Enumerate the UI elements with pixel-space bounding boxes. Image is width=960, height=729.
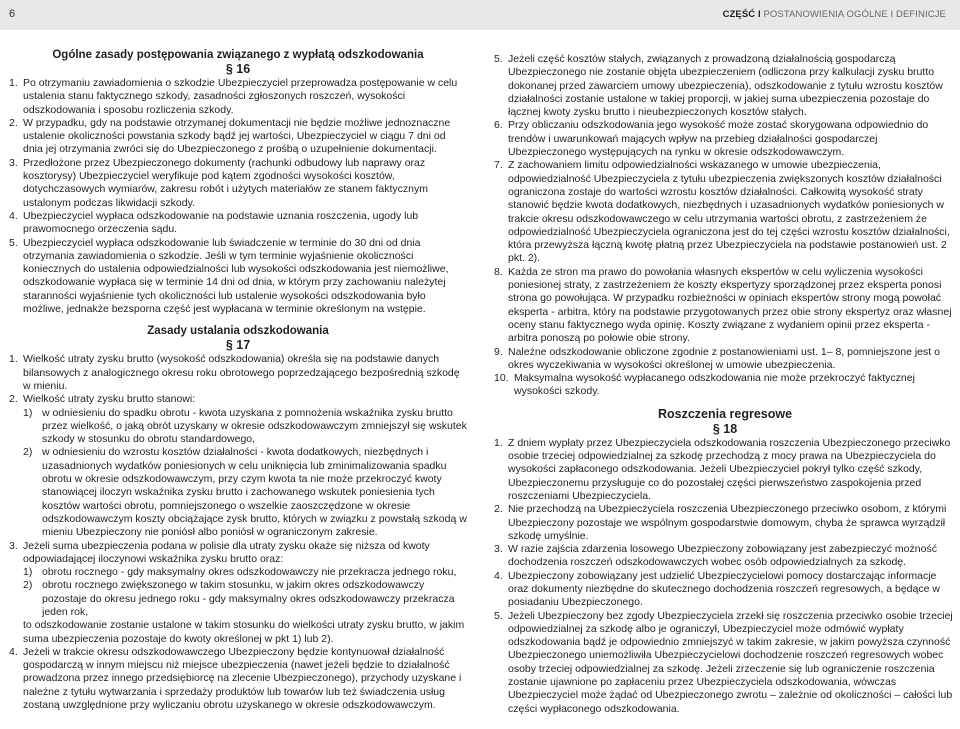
left-column xyxy=(9,48,467,712)
list-item: 2. W przypadku, gdy na podstawie otrzymanej dokumentacji nie będzie możliwe jednoznaczne ustalenie okoliczności powstania szkody bądź jej wartości, Ubezpieczyciel w ciągu 7 dni od dnia jej otrzymania zwróci się do Ubezpieczonego z prośbą o uzupełnienie dokumentacji. xyxy=(9,116,451,156)
part-label: CZĘŚĆ I xyxy=(722,9,761,20)
list-item: 1. Po otrzymaniu zawiadomienia o szkodzie Ubezpieczyciel przeprowadza postępowanie w celu ustalenia stanu faktycznego szkody, zasadności zgłoszonych roszczeń, wysokości odszkodowania i sposobu rozliczenia szkody. xyxy=(9,77,458,116)
list-item: 7. Z zachowaniem limitu odpowiedzialności wskazanego w umowie ubezpieczenia, odpowiedzialność Ubezpieczyciela z tytułu ubezpieczenia zwiększonych kosztów działalności ograniczona zostaje do wartości wzrostu kosztów działalności. Całkowitą wysokość straty stanowić będzie kwota dodatkowych, niezbędnych i uzasadnionych wydatków poniesionych w trakcie okresu odszkodowawczego w celu utrzymania wartości obrotu, z zastrzeżeniem że odpowiedzialność Ubezpieczyciela ograniczona jest do tej części wzrostu kosztów działalności, która przewyższa łączną kwotę płatną przez Ubezpieczyciela na podstawie postanowień ust. 2 pkt. 2). xyxy=(494,159,950,265)
sub-item: 1) obrotu rocznego - gdy maksymalny okres odszkodowawczy nie przekracza jednego roku, xyxy=(23,566,457,579)
s16-list xyxy=(9,77,467,316)
right-column xyxy=(494,53,956,716)
list-item: 5. Jeżeli Ubezpieczony bez zgody Ubezpieczyciela zrzekł się roszczenia przeciwko osobie trzeciej odpowiedzialnej za szkodę albo je ograniczył, Ubezpieczyciel może odmówić wypłaty odszkodowania bądź je odpowiednio zmniejszyć w takim zakresie, w jakim powyższa czynność Ubezpieczonego uniemożliwiła Ubezpieczycielowi dochodzenie roszczeń regresowych wobec osoby trzeciej odpowiedzialnej za szkodę. Jeżeli zrzeczenie się lub ograniczenie roszczenia zostanie ujawnione po zapłaceniu przez Ubezpieczyciela odszkodowania, wówczas Ubezpieczyciel może żądać od Ubezpieczonego zwrotu – zależnie od okoliczności – całości lub części wypłaconego odszkodowania. xyxy=(494,609,953,715)
sub-item: 1) w odniesieniu do spadku obrotu - kwota uzyskana z pomnożenia wskaźnika zysku brutto przez wielkość, o jaką obrót uzyskany w okresie odszkodowawczym zmniejszył się wskutek szkody w stosunku do obrotu standardowego, xyxy=(23,406,467,446)
part-title: POSTANOWIENIA OGÓLNE I DEFINICJE xyxy=(763,9,946,20)
paragraph-heading: § 17 xyxy=(225,338,251,353)
section-title: Roszczenia regresowe xyxy=(657,406,793,421)
list-item: 3. Jeżeli suma ubezpieczenia podana w polisie dla utraty zysku okaże się niższa od kwoty odpowiadającej iloczynowi wskaźnika zysku brutto oraz: xyxy=(9,539,430,565)
page-number: 6 xyxy=(9,8,16,20)
list-item: 8. Każda ze stron ma prawo do powołania własnych ekspertów w celu wyliczenia wysokości poniesionej straty, z zastrzeżeniem że koszty ekspertyzy sporządzonej przez eksperta ponosi strona go powołująca. W przypadku rozbieżności w opiniach ekspertów strony mogą powołać eksperta - arbitra, który na podstawie przygotowanych przez obie strony ekspertyz oraz własnej oceny stanu faktycznego wyda opinię. Koszty związane z wydaniem opinii przez eksperta - arbitra ponoszą po połowie obie strony. xyxy=(494,265,952,345)
paragraph-heading: § 18 xyxy=(712,421,738,436)
list-item: 2. Nie przechodzą na Ubezpieczyciela roszczenia Ubezpieczonego przeciwko osobom, z którymi Ubezpieczony pozostaje we wspólnym gospodarstwie domowym, chyba że sprawca wyrządził szkodę umyślnie. xyxy=(494,503,947,542)
list-item: 6. Przy obliczaniu odszkodowania jego wysokość może zostać skorygowana odpowiednio do trendów i uwarunkowań mających wpływ na przebieg działalności gospodarczej Ubezpieczonego występujących na rynku w okresie odszkodowawczym. xyxy=(494,119,929,159)
section-title: Zasady ustalania odszkodowania xyxy=(147,325,329,338)
paragraph-heading: § 16 xyxy=(225,62,251,76)
continuation-text: to odszkodowanie zostanie ustalone w takim stosunku do wielkości utraty zysku brutto, w jakim suma ubezpieczenia pozostaje do kwoty określonej w pkt 1) lub 2). xyxy=(23,619,465,645)
list-item: 5. Jeżeli część kosztów stałych, związanych z prowadzoną działalnością gospodarczą Ubezpieczonego nie zostanie objęta ubezpieczeniem (odliczona przy kalkulacji zysku brutto dokonanej przed zawarciem umowy ubezpieczenia), odszkodowanie z tytułu wzrostu kosztów działalności zostanie ustalone w takiej proporcji, w jakiej suma ubezpieczenia pozostaje do łącznej kwoty zysku brutto i nieubezpieczonych kosztów stałych. xyxy=(494,53,943,119)
list-item: 1. Wielkość utraty zysku brutto (wysokość odszkodowania) określa się na podstawie danych bilansowych z analogicznego okresu roku obrotowego poprzedzającego bezpośrednią szkodę w mieniu. xyxy=(9,353,460,392)
sub-item: 2) w odniesieniu do wzrostu kosztów działalności - kwota dodatkowych, niezbędnych i uzasadnionych wydatków poniesionych w celu uniknięcia lub zminimalizowania spadku obrotu w okresie odszkodowawczym, przy czym kwota ta nie może przekroczyć kwoty stanowiącej iloczyn wskaźnika zysku brutto i zachowanego wskutek poniesienia tych kosztów wartości obrotu, pomniejszonego o wszelkie zaoszczędzone w okresie odszkodowawczym koszty obciążające zysk brutto, których w związku z powstałą szkodą w mieniu Ubezpieczony nie poniósł albo poniósł w ograniczonym zakresie. xyxy=(23,446,467,539)
sub-item: 2) obrotu rocznego zwiększonego w takim stosunku, w jakim okres odszkodowawczy pozostaje do okresu jednego roku - gdy maksymalny okres odszkodowawczy przekracza jeden rok, xyxy=(23,579,455,618)
list-item: 5. Ubezpieczyciel wypłaca odszkodowanie lub świadczenie w terminie do 30 dni od dnia otrzymania zawiadomienia o szkodzie. Jeśli w tym terminie wyjaśnienie okoliczności koniecznych do ustalenia odpowiedzialności lub wysokości odszkodowania jest niemożliwe, odszkodowanie wypłaca się w terminie 14 dni od dnia, w którym przy zachowaniu należytej staranności wyjaśnienie tych okoliczności lub ustalenie wysokości odszkodowania było możliwe, jednakże bezsporna część jest wypłacana w terminie określonym na wstępie. xyxy=(9,236,449,316)
list-item: 1. Z dniem wypłaty przez Ubezpieczyciela odszkodowania roszczenia Ubezpieczonego przeciwko osobie trzeciej odpowiedzialnej za szkodę przechodzą z mocy prawa na Ubezpieczyciela do wysokości zapłaconego odszkodowania. Jeżeli Ubezpieczyciel pokrył tylko część szkody, Ubezpieczonemu przysługuje co do pozostałej części pierwszeństwo zaspokojenia przed roszczeniami Ubezpieczyciela. xyxy=(494,436,951,502)
list-item: 10. Maksymalna wysokość wypłacanego odszkodowania nie może przekroczyć faktycznej wysokości szkody. xyxy=(494,372,915,398)
section-title: Ogólne zasady postępowania związanego z wypłatą odszkodowania xyxy=(52,49,424,61)
list-item: 2. Wielkość utraty zysku brutto stanowi: xyxy=(9,393,196,406)
list-item: 3. W razie zajścia zdarzenia losowego Ubezpieczony zobowiązany jest zabezpieczyć możność dochodzenia roszczeń odszkodowawczych wobec osób odpowiedzialnych za szkodę. xyxy=(494,543,937,569)
list-item: 4. Ubezpieczony zobowiązany jest udzielić Ubezpieczycielowi pomocy dostarczając informacje oraz dokumenty niezbędne do skutecznego dochodzenia roszczeń regresowych, a będące w posiadaniu Ubezpieczonego. xyxy=(494,569,940,609)
list-item: 4. Ubezpieczyciel wypłaca odszkodowanie na podstawie uznania roszczenia, ugody lub prawomocnego orzeczenia sądu. xyxy=(9,209,419,236)
page-header xyxy=(0,0,960,30)
running-header xyxy=(723,9,946,20)
list-item: 9. Należne odszkodowanie obliczone zgodnie z postanowieniami ust. 1– 8, pomniejszone jest o okres wyczekiwania w wysokości określonej w umowie ubezpieczenia. xyxy=(494,345,940,371)
list-item: 4. Jeżeli w trakcie okresu odszkodowawczego Ubezpieczony będzie kontynuował działalność gospodarczą w innym miejscu niż miejsce ubezpieczenia (nawet jeżeli będzie to działalność prowadzona przez innego przedsiębiorcę na zlecenie Ubezpieczonego), przychody uzyskane i należne z tytułu wytwarzania i sprzedaży produktów lub towarów lub też świadczenia usług zostaną uwzględnione przy wyliczaniu obrotu uzyskanego w okresie odszkodowawczym. xyxy=(9,645,462,712)
list-item: 3. Przedłożone przez Ubezpieczonego dokumenty (rachunki odbudowy lub naprawy oraz kosztorysy) Ubezpieczyciel weryfikuje pod kątem zgodności wysokości kosztów, dotychczasowych wymiarów, zakresu robót i użytych materiałów ze stanem faktycznym ustalonym podczas likwidacji szkody. xyxy=(9,156,428,209)
